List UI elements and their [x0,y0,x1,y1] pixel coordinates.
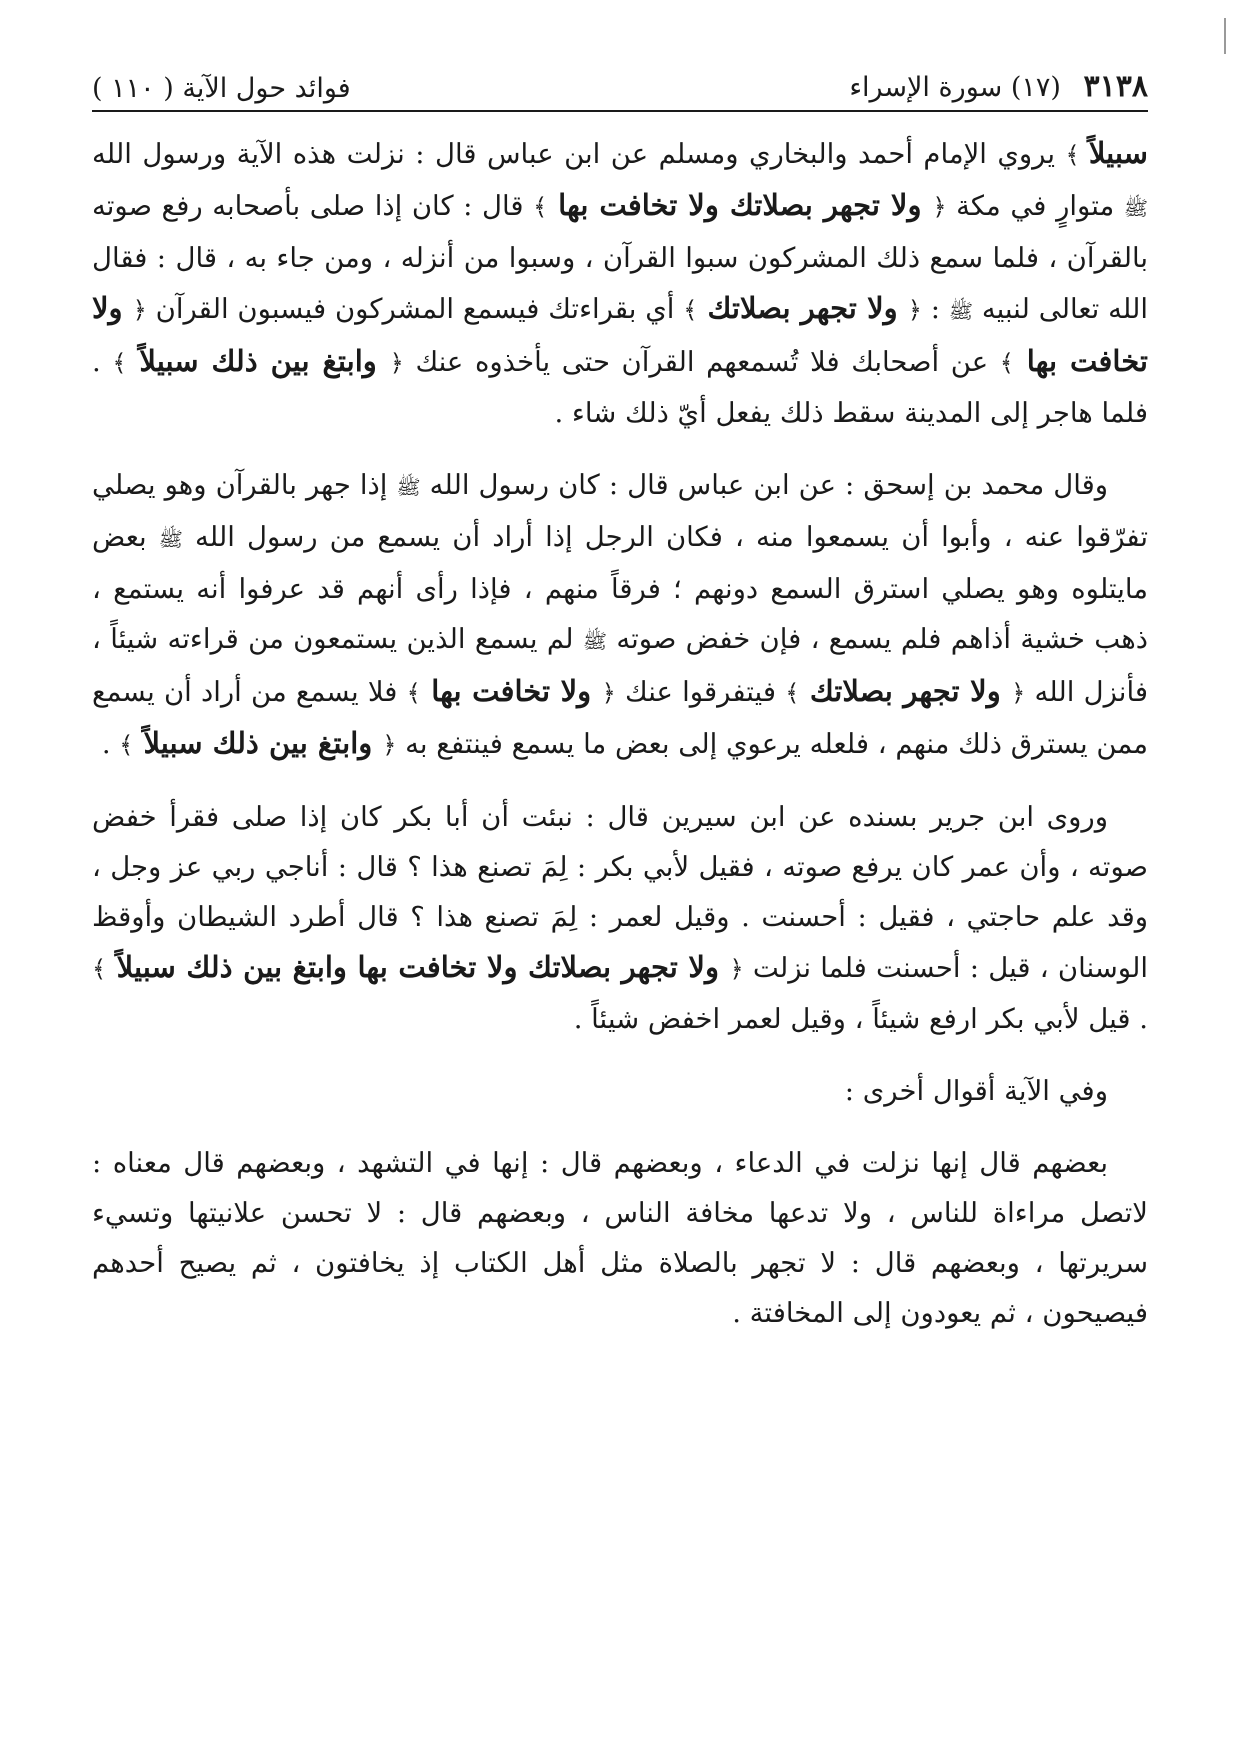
verse-bracket: ﴿ [932,193,947,221]
verse-bracket: ﴿ [389,349,404,377]
verse-bracket: ﴿ [382,731,397,759]
verse-text: ولا تخافت بها [420,674,602,708]
paragraph-gap [92,438,1148,460]
body-run: عن أصحابك فلا تُسمعهم القرآن حتى يأخذوه عنك [403,346,1000,378]
verse-bracket: ﴾ [533,193,548,221]
header-right-group [849,69,1148,104]
paragraph-1 [92,128,1148,438]
body-run: : [921,293,949,325]
body-run: قال : كان إذا صلى بأصحابه رفع صوته بالقرآن ، فلما سمع ذلك المشركون سبوا القرآن ، وسبوا من أنزله ، ومن جاء به ، قال : فقال الله تعالى لنبيه [92,190,1149,325]
verse-bracket: ﴿ [601,679,616,707]
verse-bracket: ﴾ [406,679,421,707]
verse-bracket: ﴿ [907,296,922,324]
body-run: وقال محمد بن إسحق : عن ابن عباس قال : كان رسول الله [420,469,1109,501]
body-run: وروى ابن جرير بسنده عن ابن سيرين قال : نبئت أن أبا بكر كان إذا صلى فقرأ خفض صوته ، وأن عمر كان يرفع صوته ، فقيل لأبي بكر : لِمَ تصنع هذا ؟ قال : أناجي ربي عز وجل ، وقد علم حاجتي ، فقيل : أحسنت . وقيل لعمر : لِمَ تصنع هذا ؟ قال أطرد الشيطان وأوقظ الوسنان ، قيل : أحسنت فلما نزلت [92,801,1149,984]
body-run: . فلما هاجر إلى المدينة سقط ذلك يفعل أيّ ذلك شاء . [92,346,1148,429]
body-run: متوارٍ في مكة [946,190,1124,222]
paragraph-4 [92,1066,1148,1116]
verse-text: وابتغ بين ذلك سبيلاً [133,726,383,760]
body-run: إذا جهر بالقرآن وهو يصلي تفرّقوا عنه ، وأبوا أن يسمعوا منه ، فكان الرجل إذا أراد أن يسمع من رسول الله [92,469,1148,553]
body-run: فيتفرقوا عنك [615,676,786,708]
verse-bracket: ﴿ [132,296,147,324]
body-run: . [101,728,120,760]
paragraph-gap [92,1116,1148,1138]
body-run: يروي الإمام أحمد والبخاري ومسلم عن ابن عباس قال : نزلت هذه الآية ورسول الله [92,138,1066,170]
paragraph-5 [92,1138,1148,1338]
surah-title: (١٧) سورة الإسراء [849,72,1061,103]
verse-bracket: ﴿ [729,955,744,983]
verse-text: ولا تخافت بها [92,291,1148,378]
body-run: بعضهم قال إنها نزلت في الدعاء ، وبعضهم قال : إنها في التشهد ، وبعضهم قال معناه : لاتصل مراءاة للناس ، ولا تدعها مخافة الناس ، وبعضهم قال : لا تحسن علانيتها وتسيء سريرتها ، وبعضهم قال : لا تجهر بالصلاة مثل أهل الكتاب إذ يخافتون ، ثم يصيح أحدهم فيصيحون ، ثم يعودون إلى المخافتة . [92,1147,1148,1329]
verse-text: وابتغ بين ذلك سبيلاً [126,344,390,378]
verse-bracket: ﴾ [92,955,107,983]
verse-text: ولا تجهر بصلاتك ولا تخافت بها وابتغ بين ذلك سبيلاً [106,950,730,984]
honorific-glyph: ﷺ [948,299,973,323]
verse-text: ولا تجهر بصلاتك [697,291,908,325]
honorific-glyph: ﷺ [396,475,421,499]
verse-bracket: ﴾ [785,679,800,707]
verse-bracket: ﴾ [112,349,127,377]
body-run: فلا يسمع من أراد أن يسمع ممن يسترق ذلك منهم ، فلعله يرعوي إلى بعض ما يسمع فينتفع به [92,676,1148,760]
running-header [92,58,1148,112]
main-text [92,128,1148,1338]
honorific-glyph: ﷺ [158,527,183,551]
paragraph-3 [92,792,1148,1044]
body-run: بعض مايتلوه وهو يصلي استرق السمع دونهم ؛ فرقاً منهم ، فإذا رأى أنهم قد عرفوا أنه يستمع ، ذهب خشية أذاهم فلم يسمع ، فإن خفض صوته [92,521,1148,655]
body-run: لم يسمع الذين يستمعون من قراءته شيئاً ، فأنزل الله [92,623,1148,708]
section-title: فوائد حول الآية ( ١١٠ ) [92,73,351,104]
body-run: وفي الآية أقوال أخرى : [844,1075,1108,1107]
honorific-glyph: ﷺ [582,629,608,653]
verse-text: ولا تجهر بصلاتك ولا تخافت بها [547,188,933,222]
verse-bracket: ﴾ [683,296,698,324]
verse-bracket: ﴾ [119,731,134,759]
paragraph-2 [92,460,1148,770]
verse-text: سبيلاً [1088,136,1148,170]
paragraph-gap [92,1044,1148,1066]
verse-bracket: ﴾ [999,349,1014,377]
page-number: ٣١٣٨ [1083,69,1148,104]
honorific-glyph: ﷺ [1123,196,1148,220]
paragraph-gap [92,770,1148,792]
verse-text: ولا تجهر بصلاتك [799,674,1012,708]
verse-bracket: ﴾ [1065,141,1089,169]
body-run: . قيل لأبي بكر ارفع شيئاً ، وقيل لعمر اخفض شيئاً . [573,1003,1148,1035]
verse-bracket: ﴿ [1011,679,1026,707]
body-run: أي بقراءتك فيسمع المشركون فيسبون القرآن [146,293,684,325]
page-edge-mark [1224,18,1226,54]
